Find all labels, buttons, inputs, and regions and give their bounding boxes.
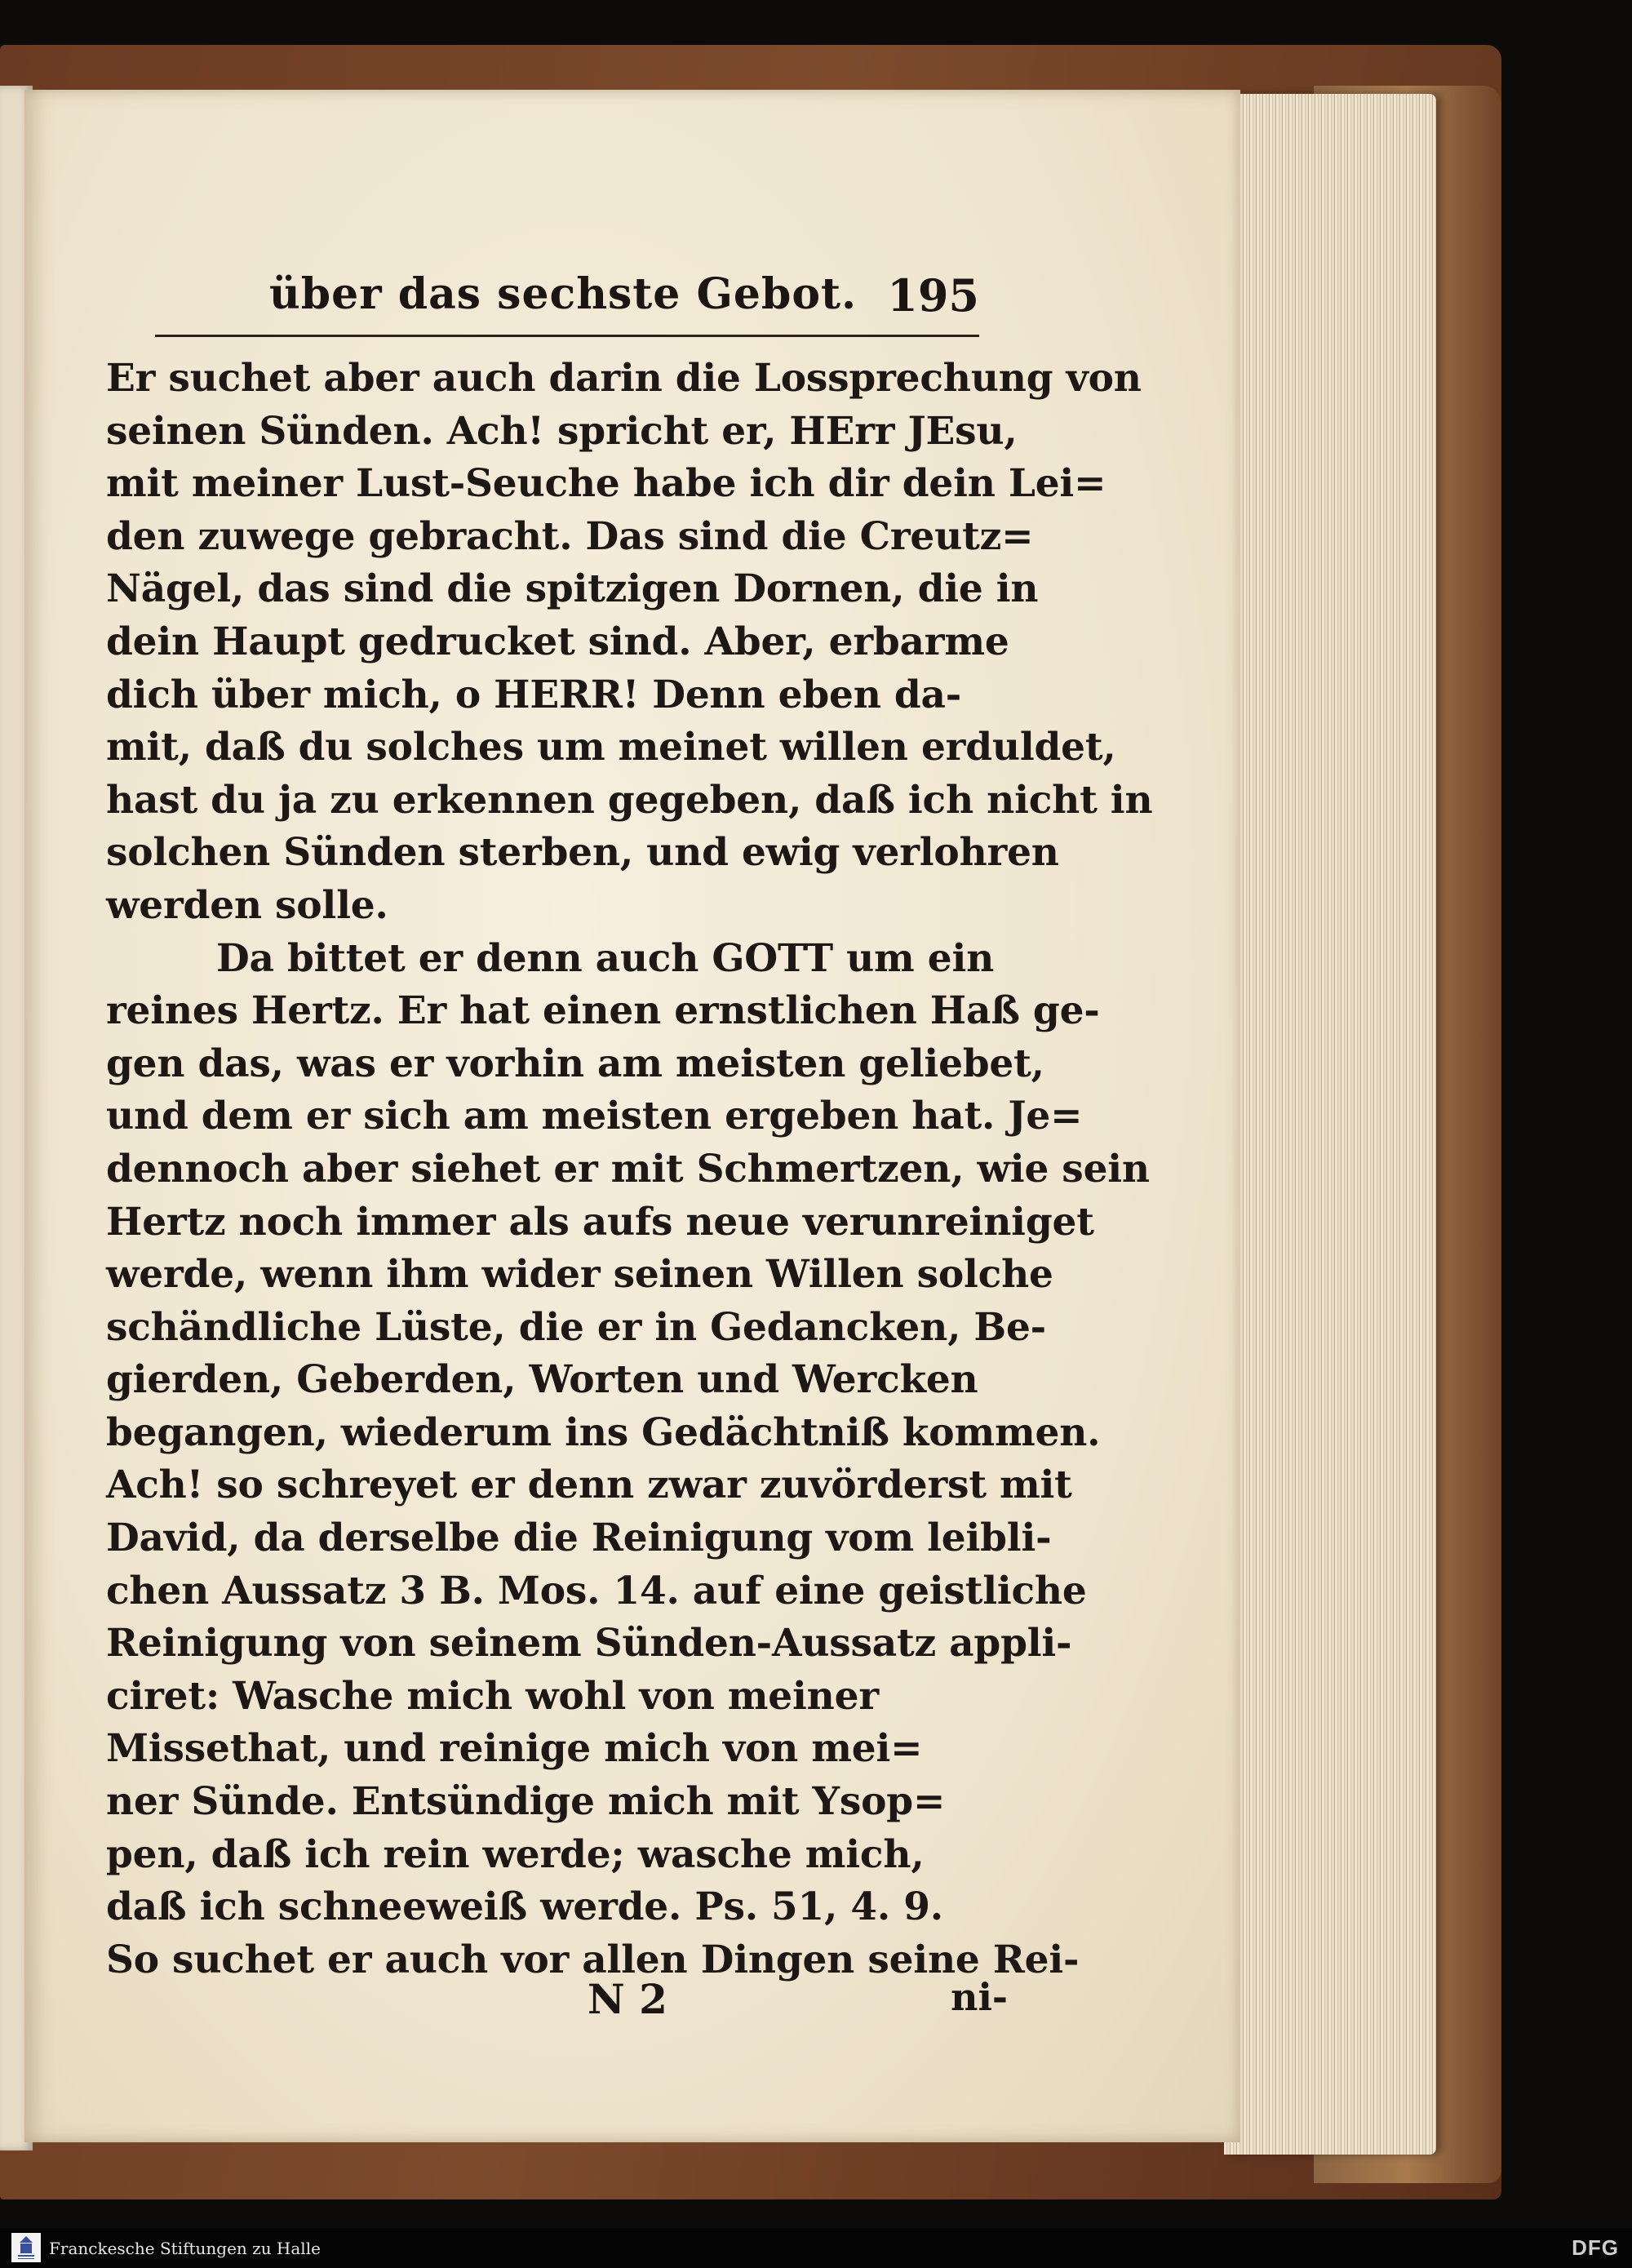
- text-line: chen Aussatz 3 B. Mos. 14. auf eine geistliche: [106, 1568, 1087, 1613]
- text-line: gen das, was er vorhin am meisten geliebet,: [106, 1041, 1044, 1086]
- running-head: [155, 269, 979, 326]
- text-line: Er suchet aber auch darin die Lossprechung von: [106, 356, 1142, 401]
- text-line: werde, wenn ihm wider seinen Willen solche: [106, 1252, 1053, 1298]
- running-title: über das sechste Gebot.: [269, 269, 858, 319]
- text-line: und dem er sich am meisten ergeben hat. Je=: [106, 1094, 1083, 1139]
- institution-logo-icon: [11, 2233, 41, 2262]
- text-line: dein Haupt gedrucket sind. Aber, erbarme: [106, 619, 1009, 664]
- text-line: Reinigung von seinem Sünden-Aussatz appli-: [106, 1621, 1072, 1667]
- text-line: dich über mich, o HERR! Denn eben da-: [106, 672, 962, 717]
- text-line: Missethat, und reinige mich von mei=: [106, 1726, 923, 1772]
- text-line: pen, daß ich rein werde; wasche mich,: [106, 1831, 925, 1877]
- text-line: David, da derselbe die Reinigung vom leibli-: [106, 1516, 1052, 1561]
- text-line: reines Hertz. Er hat einen ernstlichen Haß ge-: [106, 988, 1100, 1034]
- text-line: Hertz noch immer als aufs neue verunreiniget: [106, 1199, 1094, 1245]
- text-line: ciret: Wasche mich wohl von meiner: [106, 1673, 879, 1719]
- book-page: [24, 90, 1240, 2142]
- text-line: begangen, wiederum ins Gedächtniß kommen.: [106, 1409, 1101, 1455]
- text-line: dennoch aber siehet er mit Schmertzen, wie sein: [106, 1146, 1150, 1192]
- institution-name: Franckesche Stiftungen zu Halle: [49, 2239, 321, 2258]
- dfg-logo: DFG: [1572, 2235, 1619, 2260]
- text-line: ner Sünde. Entsündige mich mit Ysop=: [106, 1779, 946, 1825]
- text-line: hast du ja zu erkennen gegeben, daß ich nicht in: [106, 777, 1153, 823]
- text-line: schändliche Lüste, die er in Gedancken, Be-: [106, 1304, 1046, 1350]
- text-line: gierden, Geberden, Worten und Wercken: [106, 1357, 978, 1403]
- text-line: mit, daß du solches um meinet willen erduldet,: [106, 725, 1116, 770]
- page-number: 195: [887, 269, 979, 322]
- text-line: So suchet er auch vor allen Dingen seine Rei-: [106, 1937, 1080, 1982]
- text-line: Nägel, das sind die spitzigen Dornen, die in: [106, 566, 1039, 612]
- signature-mark: N 2: [588, 1975, 667, 2023]
- text-line: werden solle.: [106, 882, 388, 928]
- body-text: [106, 353, 1153, 1986]
- text-line: solchen Sünden sterben, und ewig verlohren: [106, 830, 1059, 876]
- page-fore-edge: [1224, 94, 1436, 2155]
- footer-bar: [0, 2228, 1632, 2268]
- paragraph-start-line: Da bittet er denn auch GOTT um ein: [216, 935, 995, 981]
- text-line: daß ich schneeweiß werde. Ps. 51, 4. 9.: [106, 1884, 943, 1930]
- text-line: mit meiner Lust-Seuche habe ich dir dein Lei=: [106, 461, 1106, 507]
- text-line: Ach! so schreyet er denn zwar zuvörderst mit: [106, 1462, 1072, 1508]
- text-line: den zuwege gebracht. Das sind die Creutz=: [106, 513, 1034, 559]
- text-line: seinen Sünden. Ach! spricht er, HErr JEsu,: [106, 408, 1018, 454]
- header-rule: [155, 335, 979, 337]
- catchword: ni-: [951, 1975, 1009, 2019]
